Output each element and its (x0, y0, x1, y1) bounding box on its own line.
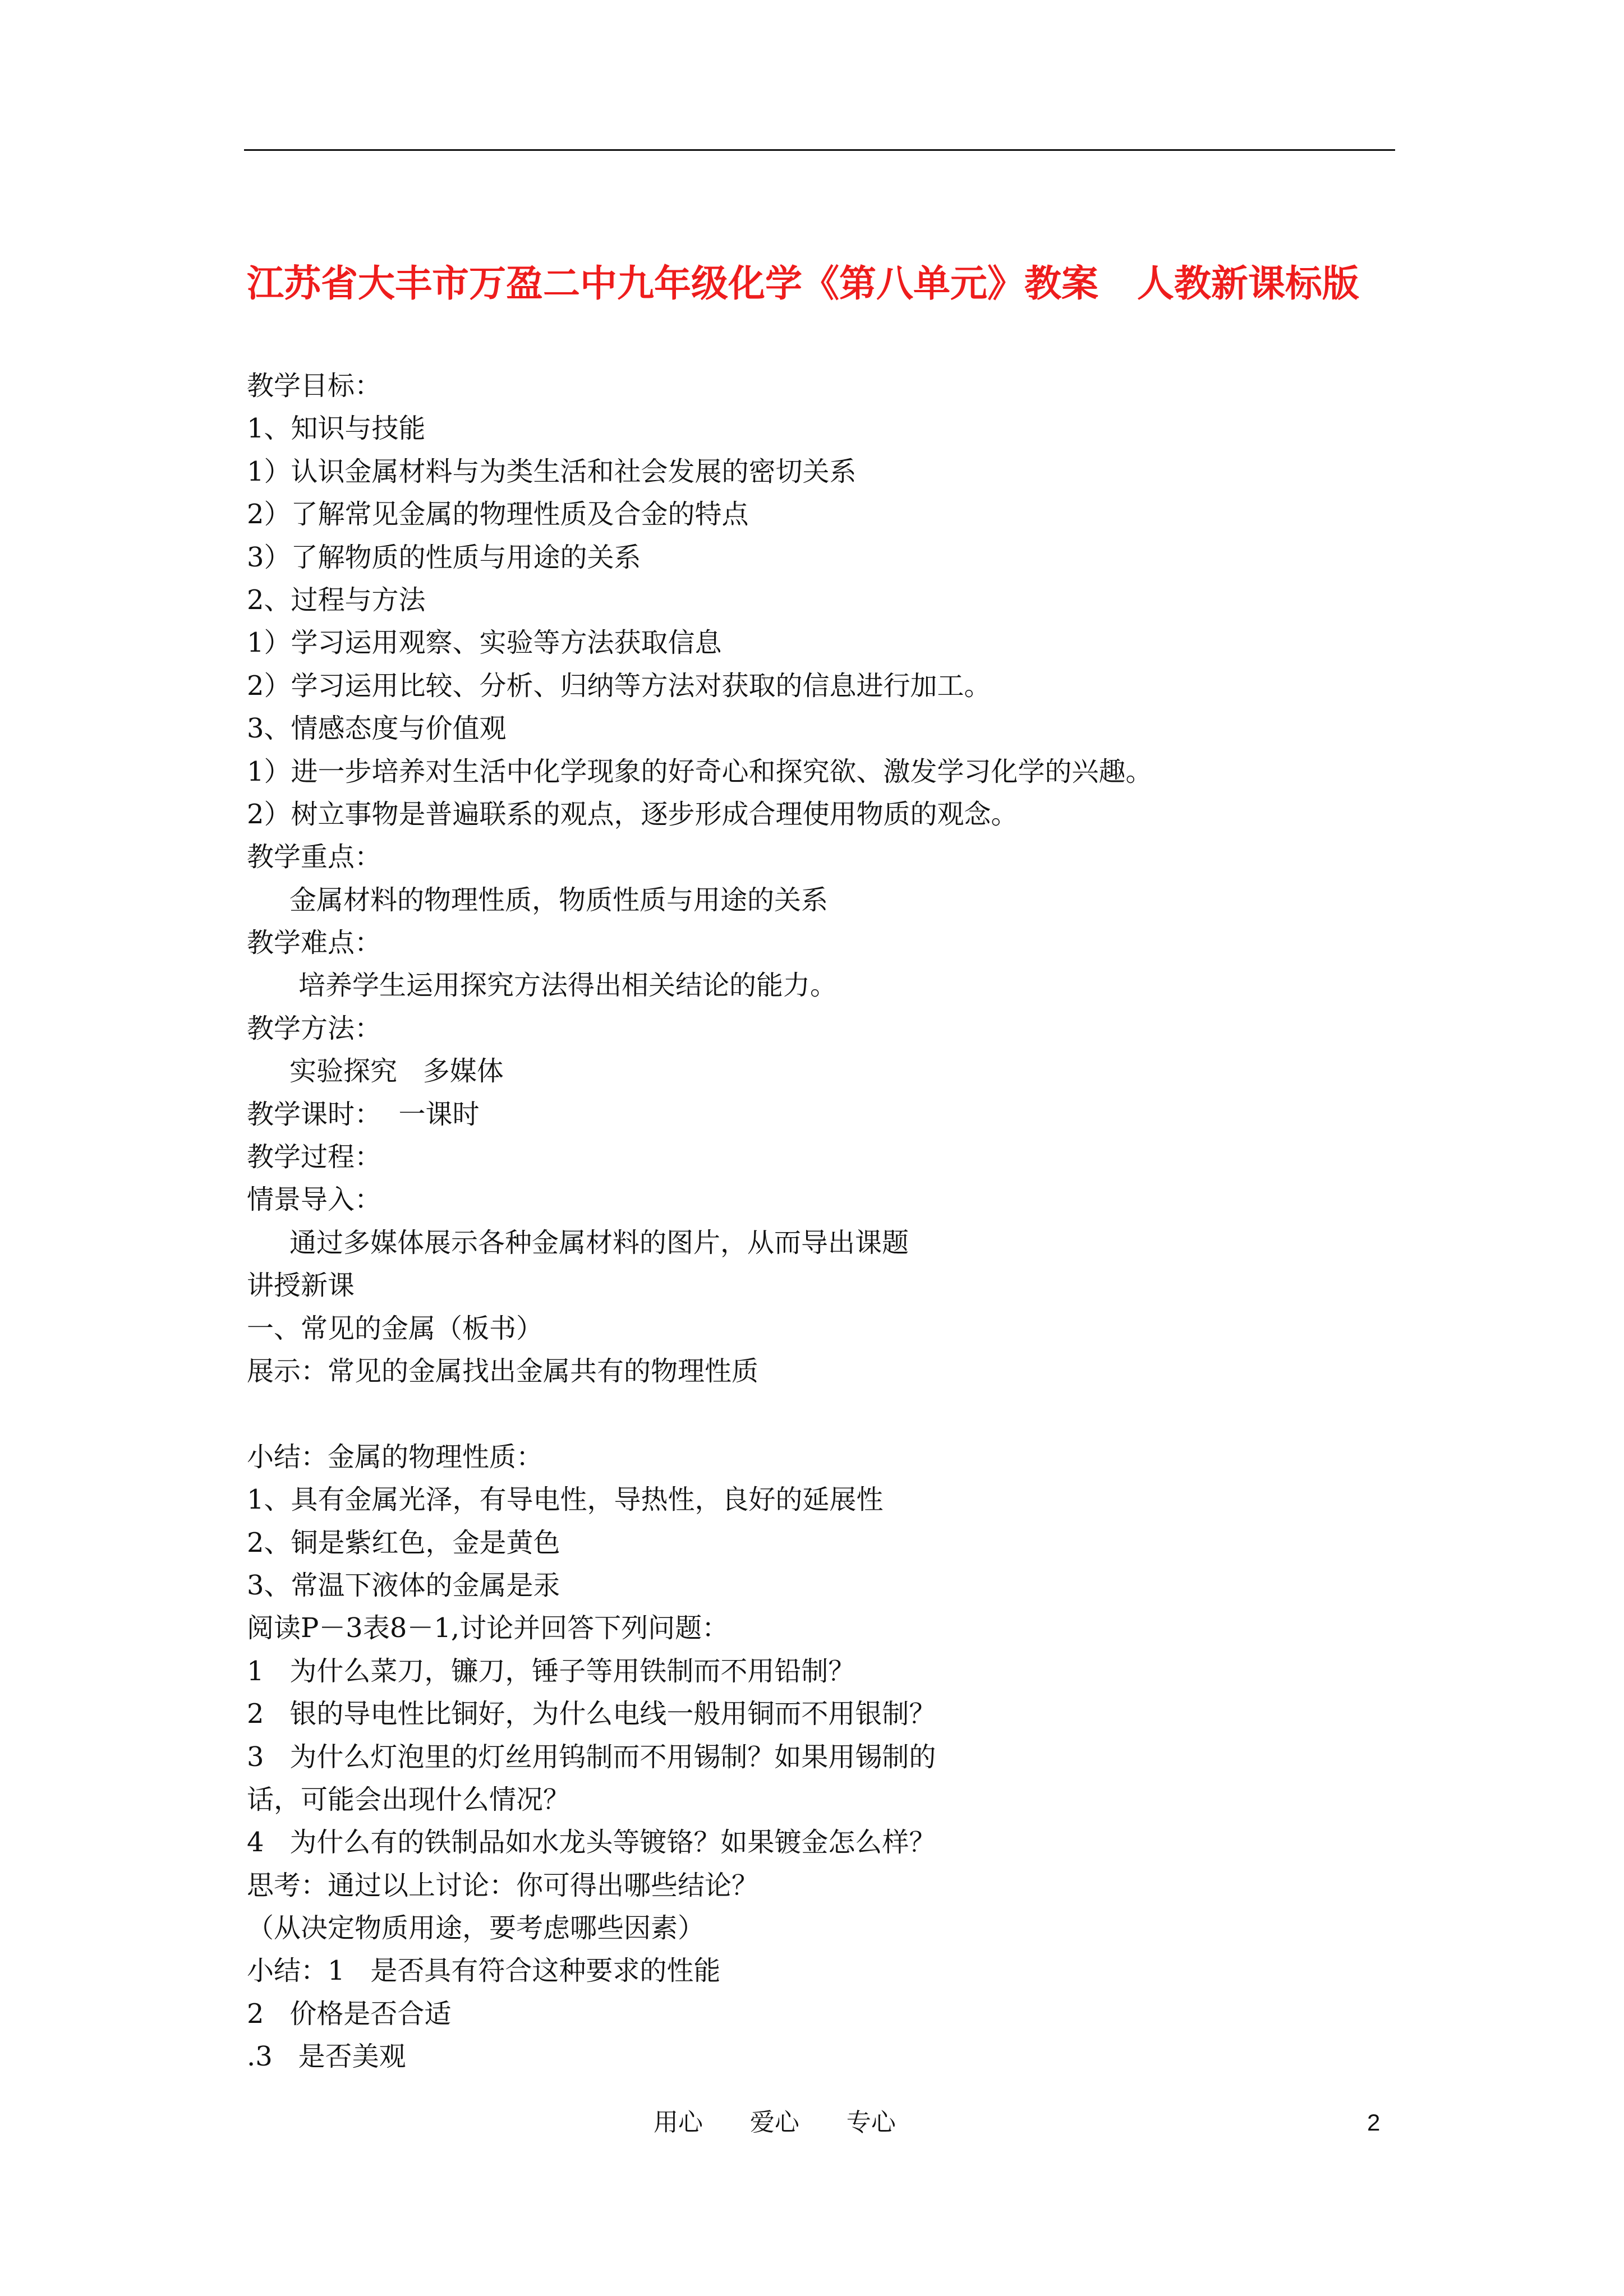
header-rule (244, 149, 1395, 151)
section-heading-new-lesson: 讲授新课 (247, 1270, 355, 1302)
section-heading-intro: 情景导入： (247, 1184, 382, 1216)
section-heading-difficulties: 教学难点： (247, 927, 382, 959)
section-heading-methods: 教学方法： (247, 1012, 382, 1044)
objective-heading-attitude: 3、情感态度与价值观 (247, 713, 507, 745)
section-heading-objectives: 教学目标： (247, 370, 382, 402)
conclusion-item: 2 价格是否合适 (247, 1998, 452, 2030)
summary-heading: 小结：金属的物理性质： (247, 1441, 544, 1473)
objective-item: 2）学习运用比较、分析、归纳等方法对获取的信息进行加工。 (247, 670, 991, 702)
objective-heading-process: 2、过程与方法 (247, 584, 426, 616)
question-item: 4 为什么有的铁制品如水龙头等镀铬？如果镀金怎么样？ (247, 1827, 936, 1859)
thinking-note: （从决定物质用途，要考虑哪些因素） (247, 1912, 705, 1944)
methods-text: 实验探究 多媒体 (289, 1055, 504, 1087)
class-hours: 教学课时： 一课时 (247, 1098, 480, 1130)
summary-item: 2、铜是紫红色，金是黄色 (247, 1527, 560, 1559)
objective-item: 1）进一步培养对生活中化学现象的好奇心和探究欲、激发学习化学的兴趣。 (247, 755, 1153, 787)
page-footer (0, 2100, 1624, 2145)
question-item: 2 银的导电性比铜好，为什么电线一般用铜而不用银制？ (247, 1698, 936, 1730)
section-heading-key-points: 教学重点： (247, 841, 382, 873)
conclusion-item: 小结：1 是否具有符合这种要求的性能 (247, 1955, 721, 1987)
intro-text: 通过多媒体展示各种金属材料的图片，从而导出课题 (289, 1227, 909, 1258)
objective-heading-knowledge: 1、知识与技能 (247, 413, 426, 445)
objective-item: 3）了解物质的性质与用途的关系 (247, 541, 641, 573)
lesson-heading-common-metals: 一、常见的金属（板书） (247, 1312, 544, 1344)
conclusion-item: .3 是否美观 (247, 2041, 406, 2073)
objective-item: 2）了解常见金属的物理性质及合金的特点 (247, 499, 749, 531)
footer-slogan: 用心 爱心 专心 (654, 2108, 896, 2137)
document-body (247, 365, 1397, 2078)
document-title: 江苏省大丰市万盈二中九年级化学《第八单元》教案 人教新课标版 (247, 261, 1359, 305)
key-points-text: 金属材料的物理性质，物质性质与用途的关系 (289, 884, 829, 916)
objective-item: 1）认识金属材料与为类生活和社会发展的密切关系 (247, 455, 857, 487)
objective-item: 2）树立事物是普遍联系的观点，逐步形成合理使用物质的观念。 (247, 798, 1018, 830)
blank-line (247, 1393, 1397, 1435)
question-item-continued: 话，可能会出现什么情况？ (247, 1783, 571, 1815)
difficulties-text: 培养学生运用探究方法得出相关结论的能力。 (298, 970, 838, 1002)
section-heading-process: 教学过程： (247, 1141, 382, 1173)
summary-item: 1、具有金属光泽，有导电性，导热性，良好的延展性 (247, 1484, 884, 1516)
display-text: 展示：常见的金属找出金属共有的物理性质 (247, 1355, 759, 1387)
page-number: 2 (1367, 2109, 1381, 2136)
objective-item: 1）学习运用观察、实验等方法获取信息 (247, 627, 722, 659)
question-item: 1 为什么菜刀，镰刀，锤子等用铁制而不用铅制？ (247, 1655, 855, 1687)
thinking-prompt: 思考：通过以上讨论：你可得出哪些结论？ (247, 1869, 759, 1901)
question-item: 3 为什么灯泡里的灯丝用钨制而不用锡制？如果用锡制的 (247, 1741, 936, 1773)
reading-task: 阅读P－3表8－1,讨论并回答下列问题： (247, 1612, 729, 1644)
summary-item: 3、常温下液体的金属是汞 (247, 1569, 560, 1601)
